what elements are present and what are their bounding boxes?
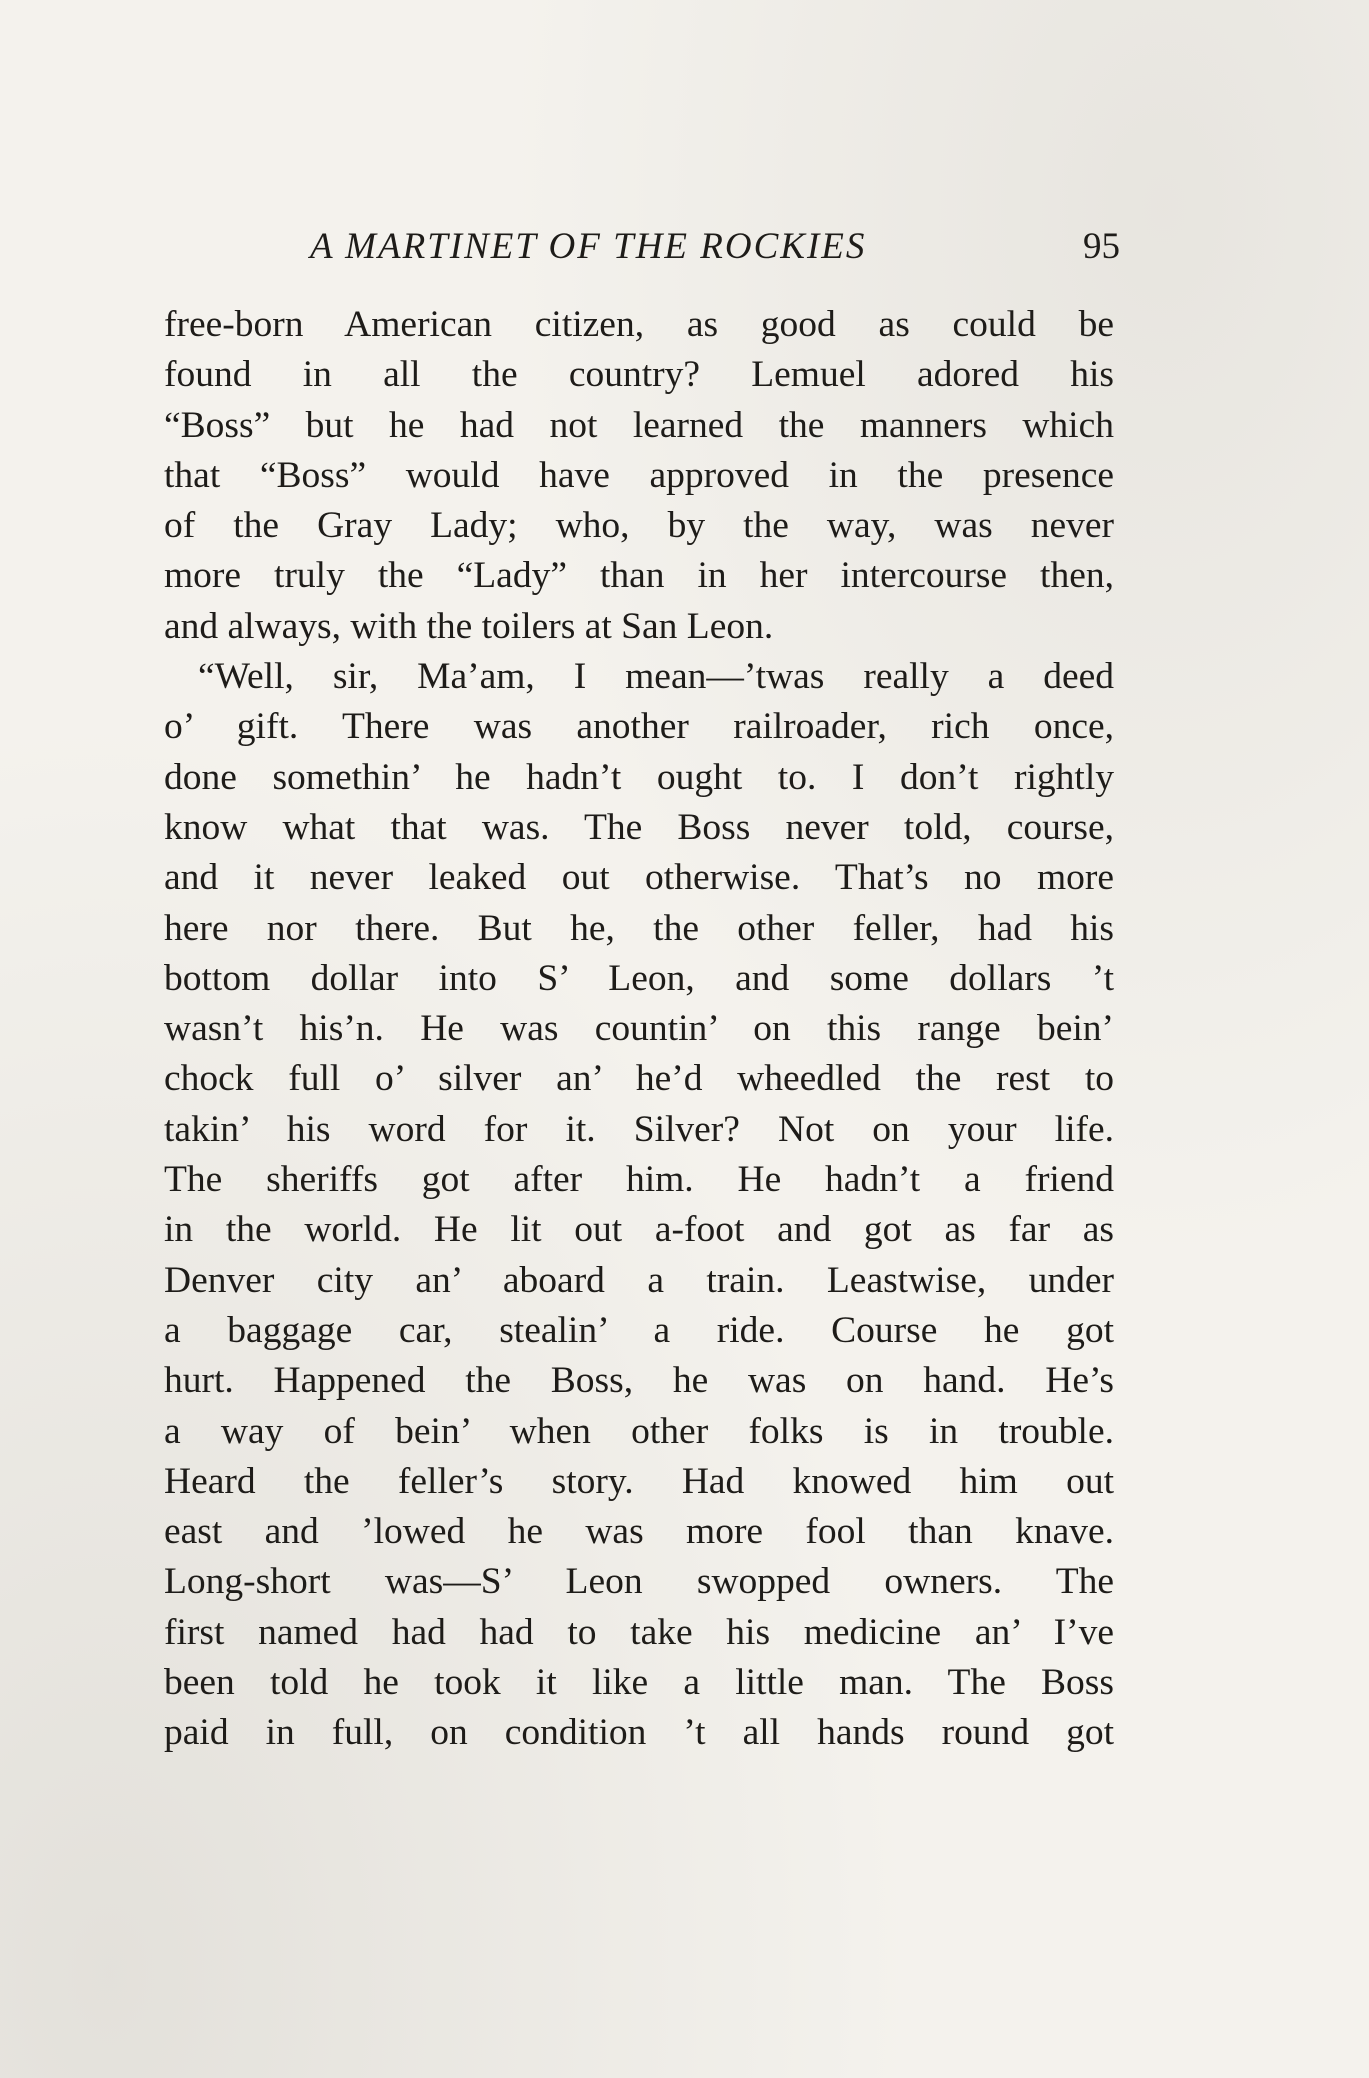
text-line: “Well, sir, Ma’am, I mean—’twas really a deed: [198, 656, 1114, 698]
text-line: chock full o’ silver an’ he’d wheedled the rest to: [164, 1058, 1114, 1100]
text-line: Long-short was—S’ Leon swopped owners. The: [164, 1561, 1114, 1603]
body-text: [164, 300, 1114, 1759]
text-line: free-born American citizen, as good as could be: [164, 304, 1114, 345]
text-line: here nor there. But he, the other feller, had his: [164, 907, 1114, 949]
text-line: done somethin’ he hadn’t ought to. I don’t rightly: [164, 756, 1114, 798]
text-line: found in all the country? Lemuel adored his: [164, 354, 1114, 396]
text-line: o’ gift. There was another railroader, rich once,: [164, 706, 1114, 748]
text-line: Heard the feller’s story. Had knowed him out: [164, 1460, 1114, 1502]
text-line: wasn’t his’n. He was countin’ on this range bein’: [164, 1008, 1114, 1050]
text-line: takin’ his word for it. Silver? Not on your life.: [164, 1108, 1114, 1150]
text-line: hurt. Happened the Boss, he was on hand. He’s: [164, 1360, 1114, 1402]
text-line: east and ’lowed he was more fool than knave.: [164, 1511, 1114, 1553]
text-line: and it never leaked out otherwise. That’s no more: [164, 857, 1114, 899]
text-line: that “Boss” would have approved in the presence: [164, 454, 1114, 496]
running-head: [160, 222, 1120, 272]
text-line: bottom dollar into S’ Leon, and some dollars ’t: [164, 957, 1114, 999]
text-line: Denver city an’ aboard a train. Leastwise, under: [164, 1259, 1114, 1301]
text-line: “Boss” but he had not learned the manners which: [164, 404, 1114, 446]
text-line: in the world. He lit out a-foot and got as far as: [164, 1209, 1114, 1251]
text-line: more truly the “Lady” than in her intercourse then,: [164, 555, 1114, 597]
text-line: first named had had to take his medicine an’ I’ve: [164, 1611, 1114, 1653]
running-title: A MARTINET OF THE ROCKIES: [310, 226, 867, 267]
text-line: and always, with the toilers at San Leon.: [164, 605, 774, 647]
text-line: of the Gray Lady; who, by the way, was never: [164, 505, 1114, 547]
text-line: a baggage car, stealin’ a ride. Course he got: [164, 1309, 1114, 1351]
text-line: know what that was. The Boss never told, course,: [164, 806, 1114, 848]
page-number: 95: [1083, 226, 1120, 267]
text-line: been told he took it like a little man. The Boss: [164, 1662, 1114, 1704]
text-line: paid in full, on condition ’t all hands round got: [164, 1712, 1114, 1754]
text-line: The sheriffs got after him. He hadn’t a friend: [164, 1159, 1114, 1201]
text-line: a way of bein’ when other folks is in trouble.: [164, 1410, 1114, 1452]
